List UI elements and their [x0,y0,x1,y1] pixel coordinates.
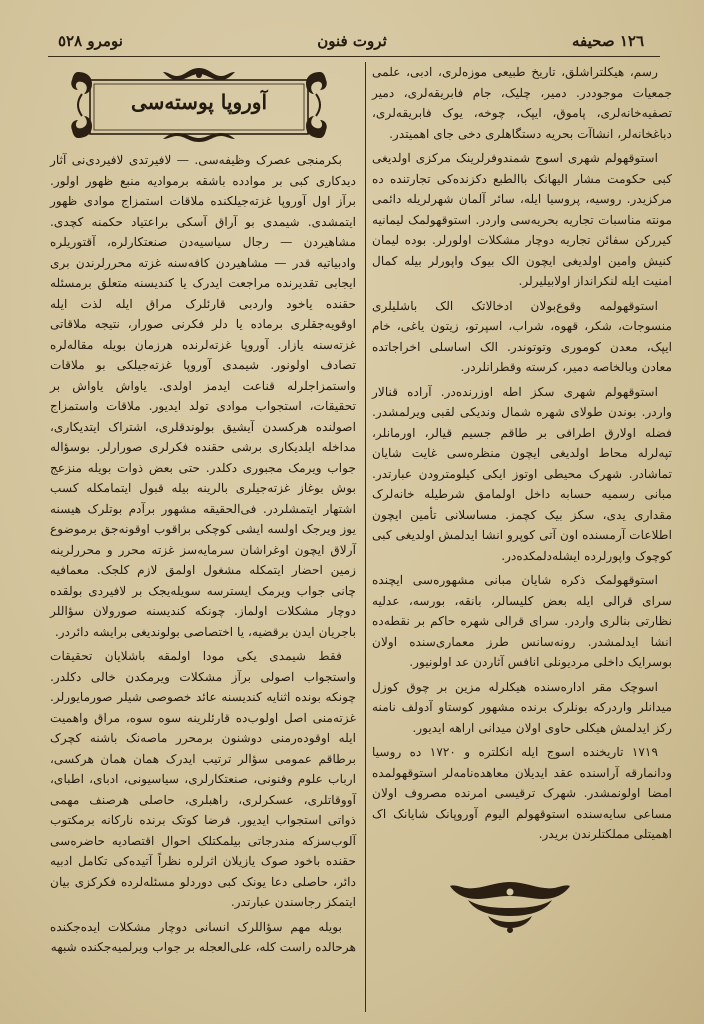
header-rule [48,56,660,57]
journal-title: ثروت فنون [317,32,387,50]
page-number-label: ١٢٦ صحيفه [572,32,644,50]
paragraph: اسوچک مقر اداره‌سنده هیکلرله مزین بر چوق کوزل میدانلر واردرکه بونلرک برنده مشهور کوستاو آدولف نامنه رکز ایدلمش هیکلی حاوی اولان میدانی اراهه ایدیور. [372,679,672,735]
section-title-banner [68,66,330,144]
column-divider [365,62,366,1012]
section-title: آوروپا پوسته‌سی [131,90,267,114]
paragraph: بویله مهم سؤاللرک انسانی دوچار مشکلات ایده‌جکنده هرحالده راست کله، علی‌العجله بر جواب ویرلمیه‌جکنده شبهه [50,919,356,954]
paragraph: استوقهولمک ذکره شایان مبانی مشهوره‌سی ایچنده سرای قرالی ایله بعض کلیسالر، بانقه، بورسه، عدلیه نظارتی بنالری واردر. سرای قرالی شهره حاکم بر نقطه‌ده انشا ایدلمشدر. رونه‌سانس طرز معماری‌سنده اولان بوسرایک داخلی مردیونلی انافس آثاردن عد اولونیور. [372,573,672,669]
paragraph: ١٧١٩ تاریخنده اسوج ایله انکلتره و ١٧٢٠ ده روسیا ودانمارقه آراسنده عقد ایدیلان معاهده‌نامه‌لر استوقهولمده امضا اولونمشدر. شهرک ترقیسی امرنده مصروف اولان مساعی سایه‌سنده استوقهولم الیوم آوروپانک شایانک اک اهمیتلی مملکتلرندن بریدر. [372,745,672,841]
paragraph: استوقهولم شهری اسوج شمندوفرلرینک مرکزی اولدیغی کبی حکومت مشار الیهانک باالطبع دکزنده‌کی تجارتنده ده مرکزیدر. روسیه، پروسیا ایله، سائر آلمان شهرلریله دائمی مونته مناسبات تجاریه بحریه‌سی واردر. استوقهولمک لیمانیه کیررکن سفائن تجاریه دوچار مشکلات اولورلر. بوده لیمان کنیش وامین اولدیغی ایچون الک بیوک واپورلر بیله کمال امنیت ایله لنکرانداز اولابیلیرلر. [372,151,672,288]
paragraph: استوقهولم شهری سکز اطه اوزرنده‌در. آراده قنالار واردر. بوندن طولای شهره شمال وندیکی لقبی ویرلمشدر. فضله اولارق اطرافی بر طاقم جسیم قیالر، اورمانلر، تپه‌لرله محاط اولدیغی ایچون منظره‌سی غایت شایان تماشادر. شهرک محیطی اوتوز ایکی کیلومترودن عبارتدر. مبانی رسمیه حسابه داخل اولمامق شرطیله خانه‌لرک مقداری یدی، سکز بیک کچمز. مساسلانی تأمین ایچون اطلاعات آرمسنده اون آتی کوپرو انشا ایدلمش اولدیغی کبی کوچوک واپورلرده ایشله‌دلمکده‌در. [372,384,672,563]
paragraph: استوقهولمه وقوع‌بولان ادخالاتک الک باشلیلری منسوجات، شکر، قهوه، شراب، اسپرتو، زیتون یاغی، خام ایپک، معدن کوموری وتوتوندر. الک اساسلی اخراجاتده معادن وبالخاصه دمیر، کرسته وقطرانلردر. [372,298,672,374]
left-column [50,150,356,962]
end-ornament [448,878,572,934]
right-column [372,62,672,849]
paragraph: بکرمنجی عصرک وظیفه‌سی. — لافیرتدی لافیردی‌نی آثار دیدکاری کبی بر موادده باشقه برموادیه منبع ظهور اولور. برآز اول آوروپا غزته‌جیلکنده ملاقات استمزاج موادی ظهور ایتمشدی. شیمدی بو آراق آسکی براعتیاد حکمنه کچدی. مشاهیردن — رجال سیاسیه‌دن صنعتکارلره، آقتوریلره وادبیاتیه قدر — مشاهیردن کافه‌سنه غزته محررلرندن بری ایجابی تقدیرنده مراجعت ایدرک یا کندیسنه متعلق برمسئله حقنده یاخود واردبی قارئلرک مراق ایله لذت ایله اوقویه‌جقلری برماده یا دلر فکرنی صورار، نتیجه ملاقاتی غزته‌سنه یازار. آوروپا غزته‌لرنده هرزمان بویله مقاله‌لره تصادف اولونور. شیمدی آوروپا غزته‌جیلکی بو ملاقات واستمزاجلرله قناعت ایدمز اولدی. یاواش یاواش بر تحقیقات، استجواب موادی تولد ایدیور. ملاقات واستمزاج اصولنده هرکسدن آیشیق بولوندقلری، اشتراک ایتدیکاری، مداخله ایلدیکاری برشی حقنده فکرلری صورارلر. بوسؤاله جواب ویرمک مجبوری دکلدر. حتی بعض ذوات بویله منزعج بوش بوغاز غزته‌جیلری بالرینه بیله قبول ایتمامکله کسب اشتهار ایتمشلردر. فی‌الحقیقه مشهور برآدم بوتلرک هیسنه یوز ویرجک اولسه ایشی کوچکی براقوب اوقونه‌جق برموضوع آرلاق ایچون اوغراشان سرمایه‌سز غزته محرر و محررلرینه زمین احضار ایتمکله مشغول اولمق لازم کلجک. معمافیه چانی جواب ویرمک ایسترسه سویله‌یجک بر لافیردی بولقده دوچار مشکلات اولماز. چونکه کندیسنه صورولان سؤاللر باجریان ایدن برقضیه، یا اختصاصی بولوندیغی برایشه دائردر. [50,153,356,639]
paragraph: فقط شیمدی یکی مودا اولمقه باشلایان تحقیقات واستجواب اصولی برآز مشکلات ویرمکدن خالی دکلدر. چونکه بونده اثنایه کندیسنه عائد خصوصی شیلر صورمایورلر. غزته‌منی اصل اولوب‌ده قارئلرینه سوه سوه، مراق واهمیت ایله اوقوده‌رمنی دوشنون برمحرر ماصه‌نک باشنه کچرک برطاقم عمومی سؤالر ترتیب ایدرک همان همان هرکسی، ارباب علوم وفنونی، صنعتکارلری، سیاسیونی، ادبای، اطبای، آووقاتلری، عسکرلری، راهبلری، حاصلی هرصنف مهمی ذواتی استجواب ایدیور. فرضا کوتک برنده نارکانه برمکتوب آلوب‌سزکه مندرجاتی بیلمکتلک احوال اقتصادیه حاضره‌سی حقنده باخود صوک یازیلان اثرلره نظراً آتیده‌کی تکامل ادبیه دائر، حاصلی دعا یونک کبی دوردلو مسئله‌لرده فکرکزی بیان ایتمکز رجاسندن عبارتدر. [50,649,356,909]
issue-number-label: نومرو ٥٢٨ [58,32,123,50]
paragraph: رسم، هیکلتراشلق، تاریخ طبیعی موزه‌لری، ادبی، علمی جمعیات موجوددر. دمیر، چلیک، جام فابریقه‌لری، دمیر تصفیه‌خانه‌لری، پاموق، ایپک، چوخه، یوک فابریقه‌لری، دباغخانه‌لر، انشاآت بحریه دستگاهلری دخی جای اهمیتدر. [372,65,672,141]
page-header [40,28,664,58]
